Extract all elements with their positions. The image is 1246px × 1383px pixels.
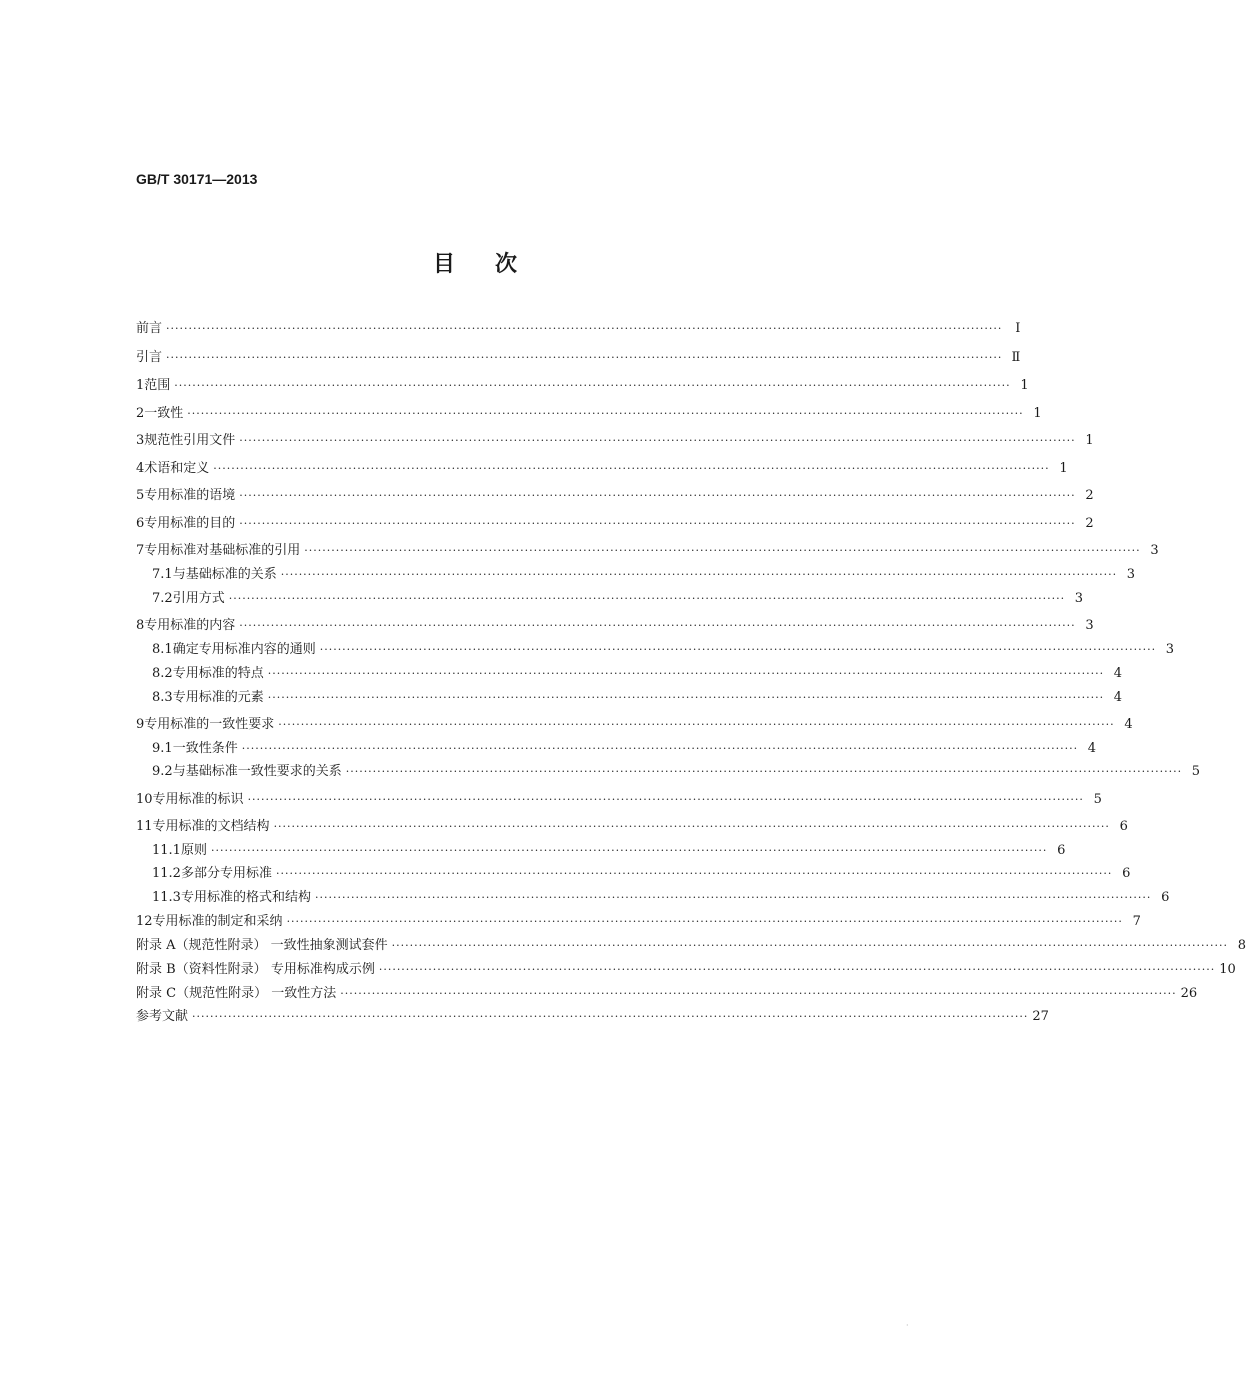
toc-entry-11-3[interactable]: [152, 888, 1170, 908]
leader-dots: ··························································································································································································: [278, 718, 1115, 731]
toc-page-number: 6: [1122, 866, 1131, 881]
toc-page-number: 4: [1087, 741, 1097, 756]
toc-page-number: 5: [1093, 792, 1102, 807]
toc-entry-text: 原则: [180, 843, 207, 858]
leader-dots: ··························································································································································································: [174, 379, 1011, 392]
toc-entry-number: 11.1: [152, 843, 181, 858]
leader-dots: ··························································································································································································: [275, 867, 1113, 880]
toc-page-number: 3: [1085, 618, 1094, 633]
toc-entry-10[interactable]: [136, 790, 1102, 810]
toc-entry-11[interactable]: [136, 817, 1128, 837]
toc-entry-text: 一致性: [144, 406, 184, 421]
toc-entry-4[interactable]: [136, 459, 1068, 479]
leader-dots: ··························································································································································································: [304, 544, 1141, 557]
toc-entry-5[interactable]: [136, 486, 1094, 506]
toc-entry-number: 2: [136, 406, 145, 421]
toc-entry-text: 专用标准的内容: [144, 618, 236, 633]
toc-entry-number: 1: [136, 378, 145, 393]
toc-entry-text: 附录 A（规范性附录） 一致性抽象测试套件: [136, 938, 388, 953]
leader-dots: ··························································································································································································: [267, 667, 1105, 680]
leader-dots: ··························································································································································································: [239, 619, 1076, 632]
toc-entry-annex-a[interactable]: [136, 936, 1246, 956]
toc-page-number: 4: [1124, 717, 1133, 732]
toc-entry-text: 与基础标准的关系: [172, 567, 277, 582]
leader-dots: ··························································································································································································: [241, 742, 1079, 755]
leader-dots: ··························································································································································································: [187, 407, 1024, 420]
toc-entry-bibliography[interactable]: [136, 1007, 1049, 1027]
toc-entry-number: 8.2: [152, 666, 173, 681]
toc-page-number: Ⅱ: [1011, 350, 1021, 365]
toc-page-number: 1: [1085, 433, 1094, 448]
toc-entry-text: 多部分专用标准: [180, 866, 272, 881]
toc-page-number: 1: [1059, 461, 1068, 476]
toc-entry-text: 引用方式: [172, 591, 225, 606]
toc-page-number: 2: [1085, 488, 1094, 503]
leader-dots: ··························································································································································································: [340, 987, 1177, 1000]
toc-entry-number: 9.1: [152, 741, 173, 756]
toc-entry-text: 专用标准对基础标准的引用: [144, 543, 301, 558]
toc-page-number: 4: [1113, 666, 1123, 681]
toc-entry-introduction[interactable]: [136, 348, 1021, 368]
toc-entry-8-1[interactable]: [152, 640, 1175, 660]
toc-page-number: 8: [1237, 938, 1246, 953]
toc-entry-6[interactable]: [136, 514, 1094, 534]
toc-entry-text: 附录 C（规范性附录） 一致性方法: [136, 986, 337, 1001]
toc-entry-7-1[interactable]: [152, 565, 1136, 585]
toc-entry-number: 8.1: [152, 642, 173, 657]
toc-page-number: 1: [1020, 378, 1029, 393]
toc-page-number: 1: [1033, 406, 1042, 421]
toc-entry-number: 9: [136, 717, 145, 732]
toc-page-number: 3: [1074, 591, 1084, 606]
toc-page-number: 3: [1150, 543, 1159, 558]
toc-page-number: 3: [1126, 567, 1136, 582]
leader-dots: ··························································································································································································: [314, 891, 1152, 904]
toc-entry-number: 8: [136, 618, 145, 633]
toc-entry-number: 6: [136, 516, 145, 531]
toc-entry-text: 附录 B（资料性附录） 专用标准构成示例: [136, 962, 375, 977]
leader-dots: ··························································································································································································: [192, 1010, 1029, 1023]
toc-entry-8-2[interactable]: [152, 664, 1123, 684]
toc-entry-text: 专用标准的语境: [144, 488, 236, 503]
leader-dots: ··························································································································································································: [391, 939, 1229, 952]
leader-dots: ··························································································································································································: [378, 963, 1216, 976]
toc-page-number: 3: [1165, 642, 1175, 657]
toc-entry-number: 10: [136, 792, 153, 807]
leader-dots: ··························································································································································································: [239, 434, 1076, 447]
standard-code: GB/T 30171—2013: [136, 171, 258, 187]
toc-entry-number: 7: [136, 543, 145, 558]
toc-entry-3[interactable]: [136, 431, 1094, 451]
toc-entry-text: 专用标准的特点: [172, 666, 264, 681]
toc-entry-text: 一致性条件: [172, 741, 238, 756]
leader-dots: ··························································································································································································: [210, 844, 1048, 857]
toc-entry-9[interactable]: [136, 715, 1133, 735]
leader-dots: ··························································································································································································: [166, 351, 1003, 364]
toc-entry-annex-b[interactable]: [136, 960, 1236, 980]
toc-entry-text: 术语和定义: [144, 461, 210, 476]
toc-entry-text: 规范性引用文件: [144, 433, 236, 448]
toc-page-number: 10: [1219, 962, 1236, 977]
toc-entry-number: 7.2: [152, 591, 173, 606]
toc-page-number: 6: [1161, 890, 1170, 905]
toc-entry-7[interactable]: [136, 541, 1159, 561]
toc-page-number: 5: [1191, 764, 1201, 779]
leader-dots: ··························································································································································································: [166, 322, 1003, 335]
toc-page-number: 6: [1057, 843, 1066, 858]
toc-entry-text: 范围: [144, 378, 171, 393]
toc-page-number: 2: [1085, 516, 1094, 531]
leader-dots: ··························································································································································································: [239, 517, 1076, 530]
toc-entry-text: 专用标准的标识: [152, 792, 244, 807]
toc-entry-9-2[interactable]: [152, 762, 1201, 782]
toc-entry-12[interactable]: [136, 912, 1141, 932]
toc-entry-number: 5: [136, 488, 145, 503]
leader-dots: ··························································································································································································: [267, 691, 1105, 704]
toc-entry-text: 引言: [136, 350, 163, 365]
leader-dots: ··························································································································································································: [213, 462, 1050, 475]
toc-entry-annex-c[interactable]: [136, 984, 1198, 1004]
toc-entry-1[interactable]: [136, 376, 1029, 396]
toc-entry-number: 3: [136, 433, 145, 448]
toc-entry-text: 专用标准的文档结构: [152, 819, 270, 834]
toc-entry-text: 前言: [136, 321, 163, 336]
toc-entry-number: 4: [136, 461, 145, 476]
leader-dots: ··························································································································································································: [239, 489, 1076, 502]
leader-dots: ··························································································································································································: [345, 765, 1183, 778]
toc-entry-number: 7.1: [152, 567, 173, 582]
toc-entry-number: 11.3: [152, 890, 181, 905]
toc-entry-number: 11: [136, 819, 153, 834]
toc-entry-text: 专用标准的一致性要求: [144, 717, 275, 732]
leader-dots: ··························································································································································································: [286, 915, 1123, 928]
leader-dots: ··························································································································································································: [319, 643, 1157, 656]
toc-entry-number: 12: [136, 914, 153, 929]
toc-page-number: 6: [1119, 819, 1128, 834]
toc-entry-text: 参考文献: [136, 1009, 189, 1024]
leader-dots: ··························································································································································································: [228, 592, 1066, 605]
leader-dots: ··························································································································································································: [280, 568, 1118, 581]
toc-page-number: 7: [1132, 914, 1141, 929]
toc-entry-8[interactable]: [136, 616, 1094, 636]
toc-title: 目次: [432, 251, 557, 277]
toc-entry-text: 与基础标准一致性要求的关系: [172, 764, 342, 779]
toc-entry-text: 专用标准的制定和采纳: [152, 914, 283, 929]
toc-entry-text: 确定专用标准内容的通则: [172, 642, 316, 657]
toc-page-number: 4: [1113, 690, 1123, 705]
toc-entry-7-2[interactable]: [152, 589, 1084, 609]
toc-entry-text: 专用标准的元素: [172, 690, 264, 705]
toc-entry-2[interactable]: [136, 404, 1042, 424]
leader-dots: ··························································································································································································: [273, 820, 1110, 833]
leader-dots: ··························································································································································································: [247, 793, 1084, 806]
toc-entry-number: 8.3: [152, 690, 173, 705]
toc-entry-foreword[interactable]: [136, 319, 1021, 339]
toc-page-number: 26: [1180, 986, 1198, 1001]
toc-entry-11-1[interactable]: [152, 841, 1066, 861]
toc-entry-11-2[interactable]: [152, 864, 1131, 884]
toc-entry-number: 9.2: [152, 764, 173, 779]
toc-entry-number: 11.2: [152, 866, 181, 881]
toc-entry-9-1[interactable]: [152, 739, 1097, 759]
toc-entry-text: 专用标准的目的: [144, 516, 236, 531]
toc-page-number: 27: [1032, 1009, 1049, 1024]
toc-entry-text: 专用标准的格式和结构: [180, 890, 311, 905]
toc-entry-8-3[interactable]: [152, 688, 1123, 708]
toc-page-number: Ⅰ: [1015, 321, 1021, 336]
scan-artifact: ·: [906, 1321, 909, 1330]
